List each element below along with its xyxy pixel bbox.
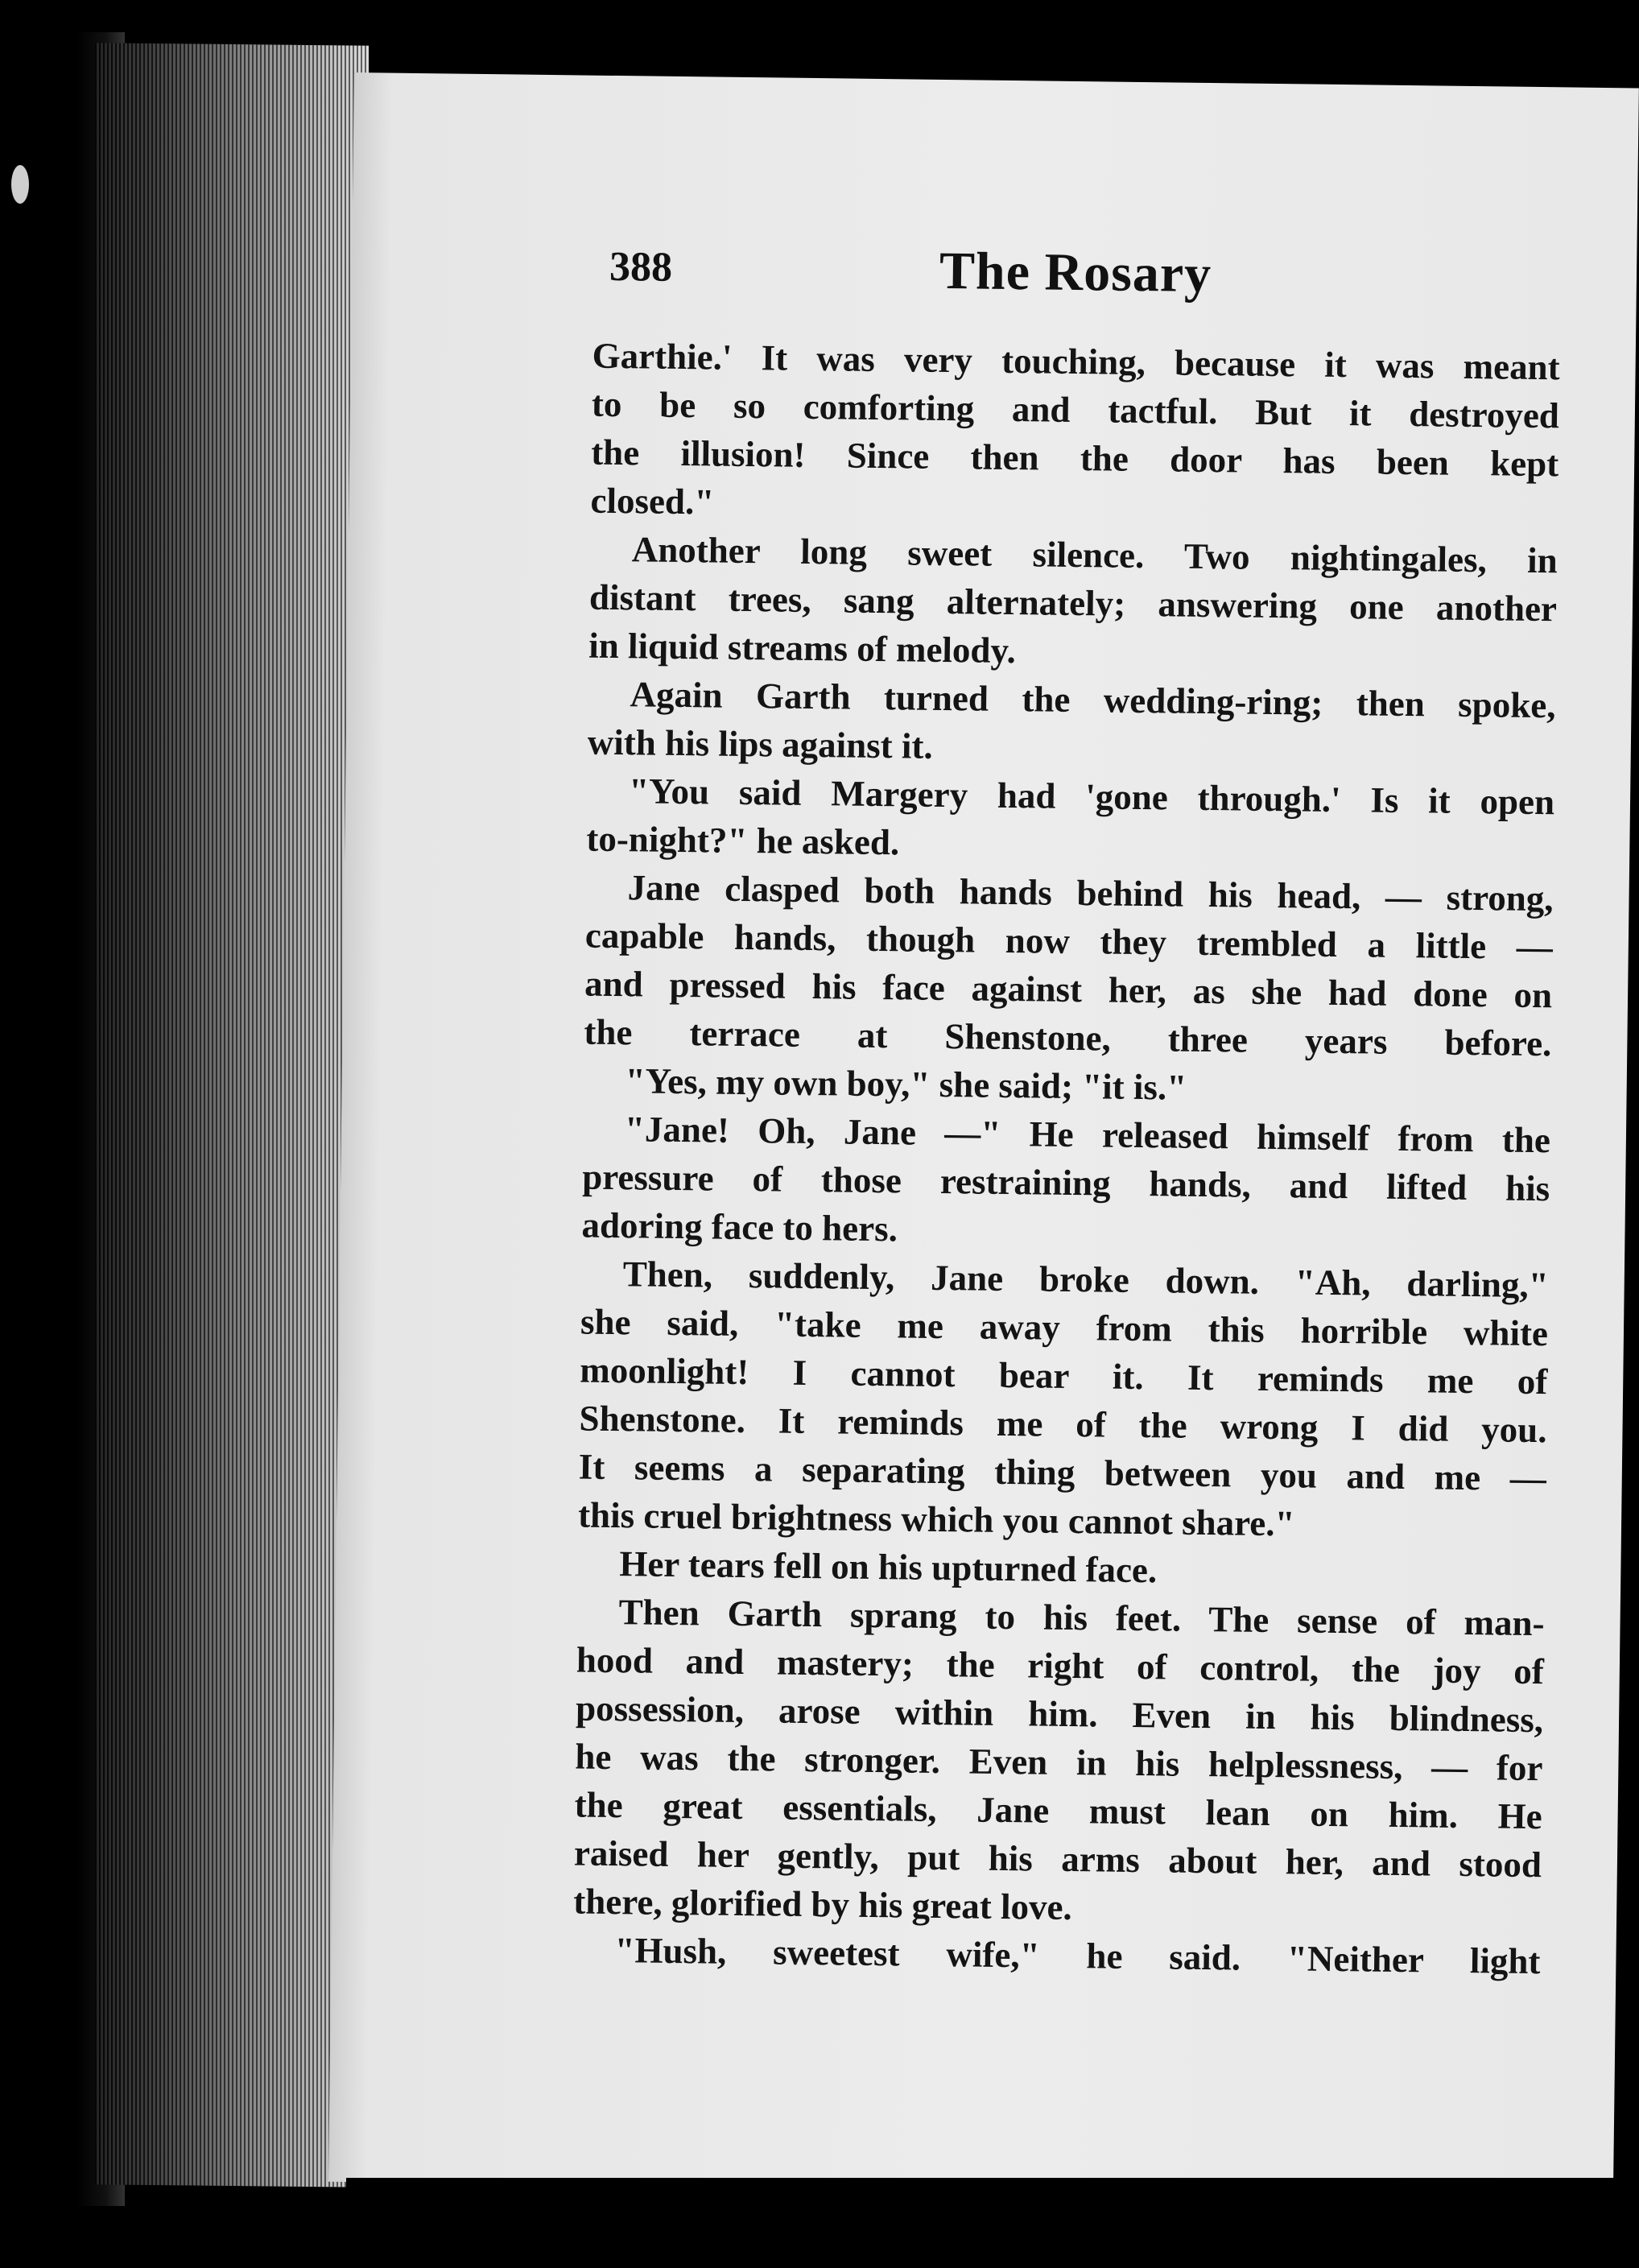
text-line: in liquid streams of melody.	[588, 625, 1017, 671]
page-header	[609, 237, 1575, 321]
text-line: moonlight! I cannot bear it. It reminds me of	[580, 1349, 1548, 1403]
text-line: Again Garth turned the wedding-ring; then spoke,	[630, 674, 1556, 726]
text-line: Jane clasped both hands behind his head, — strong,	[627, 867, 1554, 919]
text-line: the great essentials, Jane must lean on him. He	[574, 1784, 1542, 1837]
text-line: closed."	[590, 480, 715, 523]
text-line: capable hands, though now they trembled a little —	[584, 915, 1554, 968]
text-line: with his lips against it.	[587, 721, 934, 766]
text-line: possession, arose within him. Even in his blindness,	[575, 1688, 1544, 1741]
text-line: Then, suddenly, Jane broke down. "Ah, darling,"	[622, 1254, 1550, 1306]
dust-speck	[11, 165, 29, 204]
text-line: hood and mastery; the right of control, the joy of	[576, 1639, 1545, 1692]
text-line: "You said Margery had 'gone through.' Is it open	[628, 770, 1555, 823]
text-line: to be so comforting and tactful. But it destroyed	[591, 383, 1560, 436]
text-line: pressure of those restraining hands, and lifted his	[581, 1156, 1550, 1209]
text-line: Her tears fell on his upturned face.	[619, 1543, 1158, 1591]
text-line: and pressed his face against her, as she had done on	[584, 963, 1553, 1016]
text-line: to-night?" he asked.	[586, 818, 900, 863]
text-line: the terrace at Shenstone, three years before.	[584, 1011, 1552, 1064]
text-line: raised her gently, put his arms about her, and stood	[573, 1832, 1542, 1886]
text-line: "Hush, sweetest wife," he said. "Neither light	[614, 1930, 1541, 1982]
text-line: adoring face to hers.	[581, 1204, 898, 1250]
running-head: The Rosary	[939, 241, 1212, 304]
text-line: distant trees, sang alternately; answering one another	[588, 576, 1558, 630]
page-number: 388	[609, 243, 673, 291]
scan-bottom-margin	[346, 2178, 1639, 2268]
body-text	[572, 332, 1560, 1986]
text-line: she said, "take me away from this horrible white	[580, 1301, 1549, 1354]
text-line: Garthie.' It was very touching, because it was meant	[592, 335, 1560, 388]
text-line: Then Garth sprang to his feet. The sense of man-	[618, 1592, 1545, 1644]
text-line: there, glorified by his great love.	[572, 1881, 1073, 1928]
text-line: "Jane! Oh, Jane —" He released himself from the	[624, 1109, 1551, 1161]
text-line: "Yes, my own boy," she said; "it is."	[625, 1060, 1187, 1108]
text-line: the illusion! Since then the door has been kept	[590, 432, 1559, 485]
text-line: Another long sweet silence. Two nightingales, in	[631, 529, 1558, 581]
text-line: It seems a separating thing between you and me —	[578, 1446, 1547, 1499]
page-edges	[95, 43, 369, 2187]
text-line: Shenstone. It reminds me of the wrong I did you.	[579, 1398, 1547, 1451]
text-line: he was the stronger. Even in his helplessness, — for	[575, 1736, 1543, 1789]
book-page	[328, 72, 1639, 2197]
text-line: this cruel brightness which you cannot share."	[577, 1494, 1295, 1544]
